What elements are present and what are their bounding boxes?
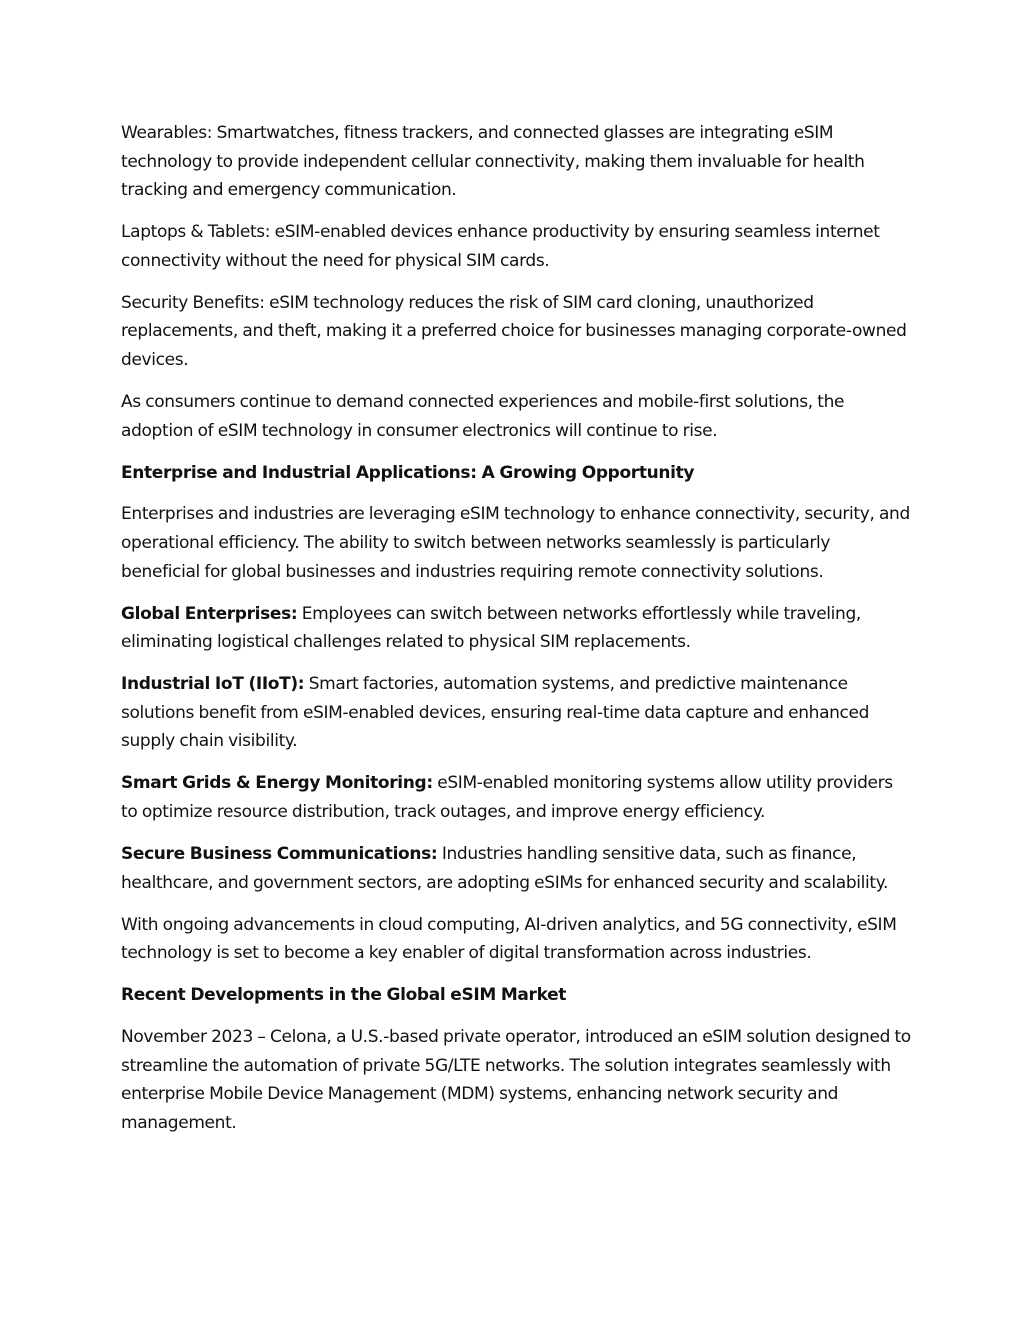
paragraph-laptops-tablets: Laptops & Tablets: eSIM-enabled devices enhance productivity by ensuring seamless internet connectivity without the need for physical SIM cards. [121, 222, 880, 271]
text-smart-grids: eSIM-enabled monitoring systems allow utility providers to optimize resource distribution, track outages, and improve energy efficiency. [121, 773, 893, 822]
text-industrial-iot: Smart factories, automation systems, and predictive maintenance solutions benefit from eSIM-enabled devices, ensuring real-time data capture and enhanced supply chain visibility. [121, 674, 870, 752]
paragraph-enterprise-outro: With ongoing advancements in cloud computing, AI-driven analytics, and 5G connectivity, eSIM technology is set to become a key enabler of digital transformation across industries. [121, 914, 897, 964]
paragraph-global-enterprises [121, 600, 911, 657]
paragraph-smart-grids [121, 769, 911, 826]
document-page [121, 119, 911, 1151]
term-industrial-iot: Industrial IoT (IIoT): [121, 674, 305, 695]
text-global-enterprises: Employees can switch between networks effortlessly while traveling, eliminating logistical challenges related to physical SIM replacements. [121, 603, 861, 653]
heading-enterprise-industrial: Enterprise and Industrial Applications: A Growing Opportunity [121, 462, 695, 483]
term-secure-business-communications: Secure Business Communications: [121, 843, 438, 864]
paragraph-enterprise-intro: Enterprises and industries are leveraging eSIM technology to enhance connectivity, security, and operational efficiency. The ability to switch between networks seamlessly is particularly beneficial for global businesses and industries requiring remote connectivity solutions. [121, 504, 910, 582]
heading-recent-developments: Recent Developments in the Global eSIM Market [121, 985, 567, 1006]
paragraph-celona-development: November 2023 – Celona, a U.S.-based private operator, introduced an eSIM solution designed to streamline the automation of private 5G/LTE networks. The solution integrates seamlessly with enterprise Mobile Device Management (MDM) systems, enhancing network security and management. [121, 1027, 911, 1133]
text-secure-business-communications: Industries handling sensitive data, such as finance, healthcare, and government sectors, are adopting eSIMs for enhanced security and scalability. [121, 843, 889, 893]
paragraph-security-benefits: Security Benefits: eSIM technology reduces the risk of SIM card cloning, unauthorized replacements, and theft, making it a preferred choice for businesses managing corporate-owned devices. [121, 292, 907, 370]
paragraph-industrial-iot [121, 670, 911, 756]
term-global-enterprises: Global Enterprises: [121, 603, 298, 624]
paragraph-secure-business-communications [121, 840, 911, 897]
paragraph-consumer-adoption: As consumers continue to demand connected experiences and mobile-first solutions, the adoption of eSIM technology in consumer electronics will continue to rise. [121, 391, 845, 441]
paragraph-wearables: Wearables: Smartwatches, fitness trackers, and connected glasses are integrating eSIM technology to provide independent cellular connectivity, making them invaluable for health tracking and emergency communication. [121, 123, 865, 201]
term-smart-grids: Smart Grids & Energy Monitoring: [121, 773, 433, 794]
